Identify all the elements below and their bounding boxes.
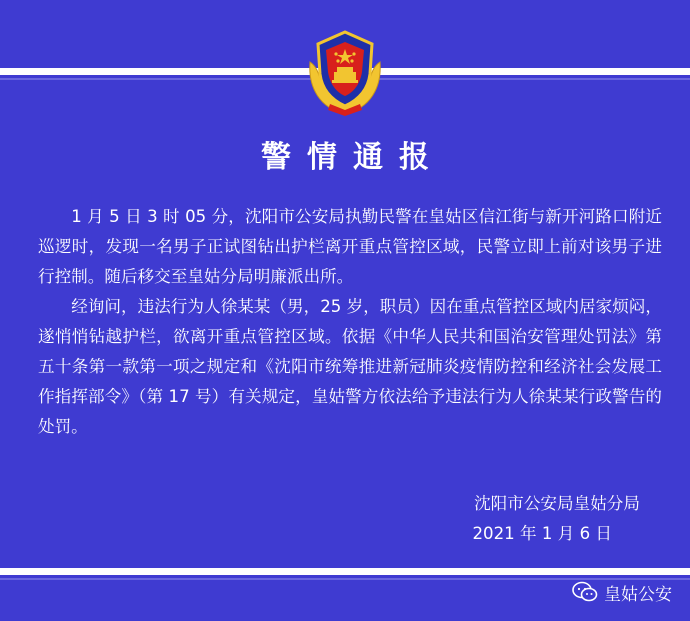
notice-title: 警情通报 bbox=[261, 140, 445, 175]
watermark bbox=[572, 578, 672, 606]
issuer-signature bbox=[0, 489, 640, 519]
bottom-divider bbox=[0, 568, 690, 575]
notice-paragraph: 1 月 5 日 3 时 05 分，沈阳市公安局执勤民警在皇姑区信江街与新开河路口附近巡逻时，发现一名男子正试图钻出护栏离开重点管控区域，民警立即上前对该男子进行控制。随后移交至皇姑分局明廉派出所。 bbox=[38, 207, 662, 286]
notice-paragraph: 经询问，违法行为人徐某某（男，25 岁，职员）因在重点管控区域内居家烦闷，遂悄悄钻越护栏，欲离开重点管控区域。依据《中华人民共和国治安管理处罚法》第五十条第一款第一项之规定和《沈阳市统筹推进新冠肺炎疫情防控和经济社会发展工作指挥部令》（第 17 号）有关规定，皇姑警方依法给予违法行为人徐某某行政警告的处罚。 bbox=[38, 297, 662, 436]
police-emblem-icon bbox=[302, 22, 388, 118]
wechat-icon bbox=[572, 581, 598, 603]
issuer-name: 沈阳市公安局皇姑分局 bbox=[474, 494, 640, 513]
watermark-label: 皇姑公安 bbox=[604, 584, 672, 605]
notice-body bbox=[38, 202, 662, 442]
issue-date: 2021 年 1 月 6 日 bbox=[472, 524, 612, 543]
